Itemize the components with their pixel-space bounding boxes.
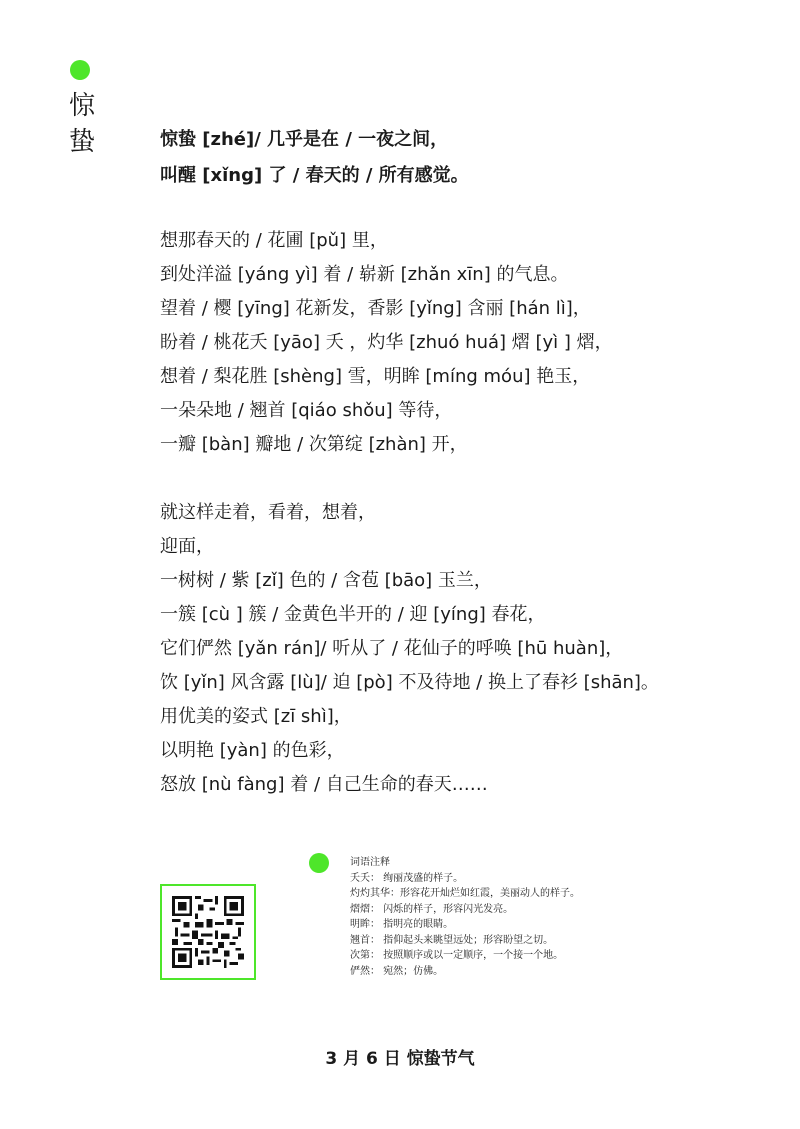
title-char: 蛰	[68, 127, 95, 157]
poem-line: 用优美的姿式 [zī shì]，	[160, 706, 352, 727]
poem-line: 盼着 / 桃花夭 [yāo] 夭 ，灼华 [zhuó huá] 熠 [yì ] 熠，	[160, 332, 613, 353]
vertical-title	[65, 88, 99, 160]
qr-code[interactable]	[160, 884, 256, 980]
poem-line: 怒放 [nù fàng] 着 / 自己生命的春天……	[160, 774, 488, 795]
poem-body	[160, 224, 659, 802]
glossary-item: 翘首： 指仰起头来眺望远处；形容盼望之切。	[350, 934, 554, 946]
decorative-dot	[70, 60, 90, 80]
poem-line: 一簇 [cù ] 簇 / 金黄色半开的 / 迎 [yíng] 春花，	[160, 604, 546, 625]
intro-line: 惊蛰 [zhé]/ 几乎是在 / 一夜之间，	[160, 129, 449, 150]
poem-line: 想着 / 梨花胜 [shèng] 雪，明眸 [míng móu] 艳玉，	[160, 366, 591, 387]
intro-verse	[160, 122, 469, 194]
poem-line: 它们俨然 [yǎn rán]/ 听从了 / 花仙子的呼唤 [hū huàn]，	[160, 638, 624, 659]
glossary-heading: 词语注释	[350, 857, 390, 868]
poem-line: 一瓣 [bàn] 瓣地 / 次第绽 [zhàn] 开，	[160, 434, 468, 455]
glossary-item: 俨然： 宛然；仿佛。	[350, 965, 444, 977]
intro-line: 叫醒 [xǐng] 了 / 春天的 / 所有感觉。	[160, 165, 469, 186]
notes-dot	[309, 853, 329, 873]
poem-line: 以明艳 [yàn] 的色彩，	[160, 740, 345, 761]
glossary-item: 灼灼其华：形容花开灿烂如红霞，美丽动人的样子。	[350, 888, 580, 899]
poem-line: 想那春天的 / 花圃 [pǔ] 里，	[160, 230, 388, 251]
poem-line: 一树树 / 紫 [zǐ] 色的 / 含苞 [bāo] 玉兰，	[160, 570, 492, 591]
poem-line: 就这样走着，看着，想着，	[160, 502, 376, 523]
glossary-notes	[350, 855, 580, 979]
qr-code-icon	[172, 896, 244, 968]
glossary-item: 夭夭： 绚丽茂盛的样子。	[350, 872, 464, 884]
stanza-gap	[160, 462, 659, 496]
footer-date: 3 月 6 日 惊蛰节气	[325, 1049, 475, 1069]
glossary-item: 明眸： 指明亮的眼睛。	[350, 919, 454, 930]
glossary-item: 熠熠： 闪烁的样子，形容闪光发亮。	[350, 903, 514, 915]
poem-line: 迎面，	[160, 536, 214, 557]
poem-line: 饮 [yǐn] 风含露 [lù]/ 迫 [pò] 不及待地 / 换上了春衫 [shān]。	[160, 672, 659, 693]
poem-line: 到处洋溢 [yáng yì] 着 / 崭新 [zhǎn xīn] 的气息。	[160, 264, 569, 285]
glossary-item: 次第： 按照顺序或以一定顺序，一个接一个地。	[350, 950, 564, 961]
poem-line: 望着 / 樱 [yīng] 花新发，香影 [yǐng] 含丽 [hán lì]，	[160, 298, 591, 319]
title-char: 惊	[68, 91, 95, 121]
poem-line: 一朵朵地 / 翘首 [qiáo shǒu] 等待，	[160, 400, 453, 421]
